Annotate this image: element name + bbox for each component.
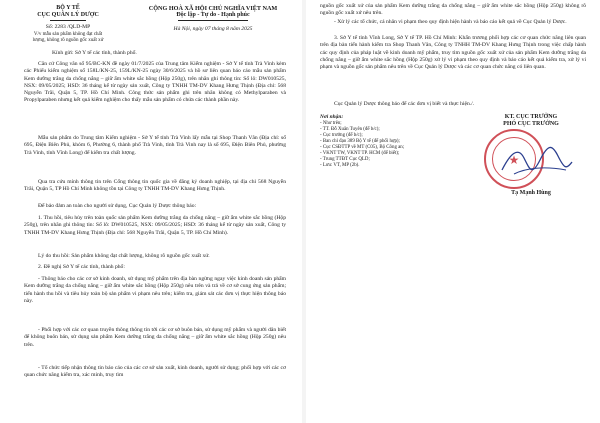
national-motto: Độc lập - Tự do - Hạnh phúc <box>176 12 250 18</box>
header-divider-left <box>50 20 86 21</box>
signature-authority: KT. CỤC TRƯỞNG <box>504 114 558 120</box>
page2-paragraph-3: 3. Sở Y tế tỉnh Vĩnh Long, Sở Y tế TP. Hồ Chí Minh: Khẩn trương phối hợp các cơ quan chức năng liên quan trên địa bàn tiến hành kiểm tra Shop Thanh Vân, Công ty TNHH TM-DV Khang Hưng Thịnh trong việc chấp hành các quy định của pháp luật về kinh doanh mỹ phẩm, truy tìm nguồn gốc xuất xứ của sản phẩm Kem dưỡng trắng da chống nắng – giữ ẩm white sắc hồng (Hộp 250g) xử lý vi phạm theo quy định và báo cáo kết quả kiểm tra, xử lý vi phạm và nguồn gốc sản phẩm nêu trên về Cục Quản lý Dược và các cơ quan chức năng có liên quan. <box>320 35 586 71</box>
page2-paragraph-1: nguồn gốc xuất xứ của sản phẩm Kem dưỡng trắng da chống nắng – giữ ẩm white sắc hồng (Hộp 250g) không rõ nguồn gốc xuất xứ nêu trên. <box>320 3 586 17</box>
recipient-item: - TT. Đỗ Xuân Tuyên (để b/c); <box>320 127 380 132</box>
paragraph-4: Để bảo đảm an toàn cho người sử dụng, Cục Quản lý Dược thông báo: <box>38 203 197 209</box>
document-page-2 <box>306 0 600 423</box>
paragraph-3: Qua tra cứu mính thông tin trên Cổng thông tin quốc gia về đăng ký doanh nghiệp, tại địa chỉ 568 Nguyễn Trãi, Quận 5, TP Hồ Chí Minh không tồn tại Công ty TNHH TM-DV Khang Hưng Thịnh. <box>24 179 286 193</box>
recipient-item: - Ban chỉ đạo 389 Bộ Y tế (để phối hợp); <box>320 139 400 144</box>
subject-line-1: V/v mẫu sản phẩm không đạt chất <box>33 32 103 37</box>
signer-name: Tạ Mạnh Hùng <box>511 190 551 196</box>
paragraph-1: Căn cứ Công văn số 95/BC-KN đề ngày 01/7/2025 của Trung tâm Kiểm nghiệm - Sở Y tế tỉnh Trà Vinh kèm các Phiếu kiểm nghiệm số 158L/KN-25, 159L/KN-25 ngày 30/6/2025 và hồ sơ liên quan báo cáo mẫu sản phẩm Kem dưỡng trắng da chống nắng – giữ ẩm white sắc hồng (Hộp 250g), trên nhãn ghi thông tin: Số lô: DW010525, NSX: 09/05/2025; HSD: 36 tháng kể từ ngày sản xuất, Công ty TNHH TM-DV Khang Hưng Thịnh (Địa chỉ: 568 Nguyễn Trãi, Quận 5, TP. Hồ Chí Minh. Công thức sản phẩm ghi trên nhãn không có Methylparaben và Propylparaben nhưng kết quả kiểm nghiệm cho thấy mẫu sản phẩm có chứa các thành phần này. <box>24 61 286 104</box>
recipient-item: - Cục CSĐTTP về MT (C05), Bộ Công an; <box>320 145 405 150</box>
paragraph-6: Lý do thu hồi: Sản phẩm không đạt chất lượng, không rõ nguồn gốc xuất xứ. <box>38 253 210 259</box>
page2-paragraph-4: Cục Quản lý Dược thông báo để các đơn vị biết và thực hiện./. <box>334 101 475 107</box>
recipients-title: Nơi nhận: <box>320 114 344 120</box>
department-name: CỤC QUẢN LÝ DƯỢC <box>37 12 99 18</box>
paragraph-2: Mẫu sản phẩm do Trung tâm Kiểm nghiệm - Sở Y tế tỉnh Trà Vinh lấy mẫu tại Shop Thanh Vân (Địa chỉ: số 695, Điện Biên Phủ, khóm 6, Phường 6, thành phố Trà Vinh, tỉnh Trà Vinh nay là số 695, Điện Biên Phủ, phường Trà Vinh, tỉnh Vĩnh Long) để kiểm tra chất lượng. <box>24 135 286 156</box>
paragraph-10: - Tổ chức tiếp nhận thông tin báo cáo của các cơ sở sản xuất, kinh doanh, người sử dụng; phối hợp với các cơ quan chức năng kiểm tra, xác minh, truy tìm <box>24 365 286 379</box>
recipient-item: - Cục trưởng (để b/c); <box>320 133 363 138</box>
recipient-item: - VKNT TW, VKNT TP. HCM (để biết); <box>320 151 400 156</box>
recipient-item: - Lưu: VT, MP (2b). <box>320 163 360 168</box>
national-title: CỘNG HOÀ XÃ HỘI CHỦ NGHĨA VIỆT NAM <box>148 5 278 12</box>
subject-line-2: lượng, không rõ nguồn gốc xuất xứ <box>32 38 104 43</box>
paragraph-8: - Thông báo cho các cơ sở kinh doanh, sử dụng mỹ phẩm trên địa bàn ngừng ngay việc kinh doanh sản phẩm Kem dưỡng trắng da chống nắng – giữ ẩm white sắc hồng (Hộp 250g) nêu trên và trả về cơ sở cung ứng sản phẩm; tiến hành thu hồi và tiêu hủy toàn bộ sản phẩm vi phạm nêu trên; kiểm tra, giám sát các đơn vị thực hiện thông báo này. <box>24 276 286 304</box>
handwritten-signature <box>496 136 576 186</box>
recipient-item: - Như trên; <box>320 121 342 126</box>
recipient-item: - Trung TTĐT Cục QLD; <box>320 157 370 162</box>
stamp-star-icon: ★ <box>508 153 520 167</box>
paragraph-9: - Phối hợp với các cơ quan truyền thông thông tin tới các cơ sở buôn bán, sử dụng mỹ phẩm và người dân biết để không buôn bán, sử dụng sản phẩm Kem dưỡng trắng da chống nắng – giữ ẩm white sắc hồng (Hộp 250g) nêu trên. <box>24 327 286 348</box>
paragraph-5: 1. Thu hồi, tiêu hủy trên toàn quốc sản phẩm Kem dưỡng trắng da chống nắng – giữ ẩm white sắc hồng (Hộp 250g), trên nhãn ghi thông tin: Số lô: DW010525, NSX: 09/05/2025; HSD: 36 tháng kể từ ngày sản xuất, Công ty TNHH TM-DV Khang Hưng Thịnh (Địa chỉ: 568 Nguyễn Trãi, Quận 5, TP. Hồ Chí Minh). <box>24 215 286 236</box>
header-divider-right <box>178 20 248 21</box>
signature-title: PHÓ CỤC TRƯỞNG <box>503 121 559 127</box>
recipient-line: Kính gửi: Sở Y tế các tỉnh, thành phố. <box>52 50 137 56</box>
document-date: Hà Nội, ngày 07 tháng 8 năm 2025 <box>173 26 253 32</box>
document-number: Số: 2283 /QLD-MP <box>45 24 91 30</box>
page2-paragraph-2: - Xử lý các tổ chức, cá nhân vi phạm theo quy định hiện hành và báo cáo kết quả về Cục Quản lý Dược. <box>334 19 567 25</box>
paragraph-7: 2. Đề nghị Sở Y tế các tỉnh, thành phố: <box>38 264 125 270</box>
ministry-name: BỘ Y TẾ <box>56 5 80 11</box>
